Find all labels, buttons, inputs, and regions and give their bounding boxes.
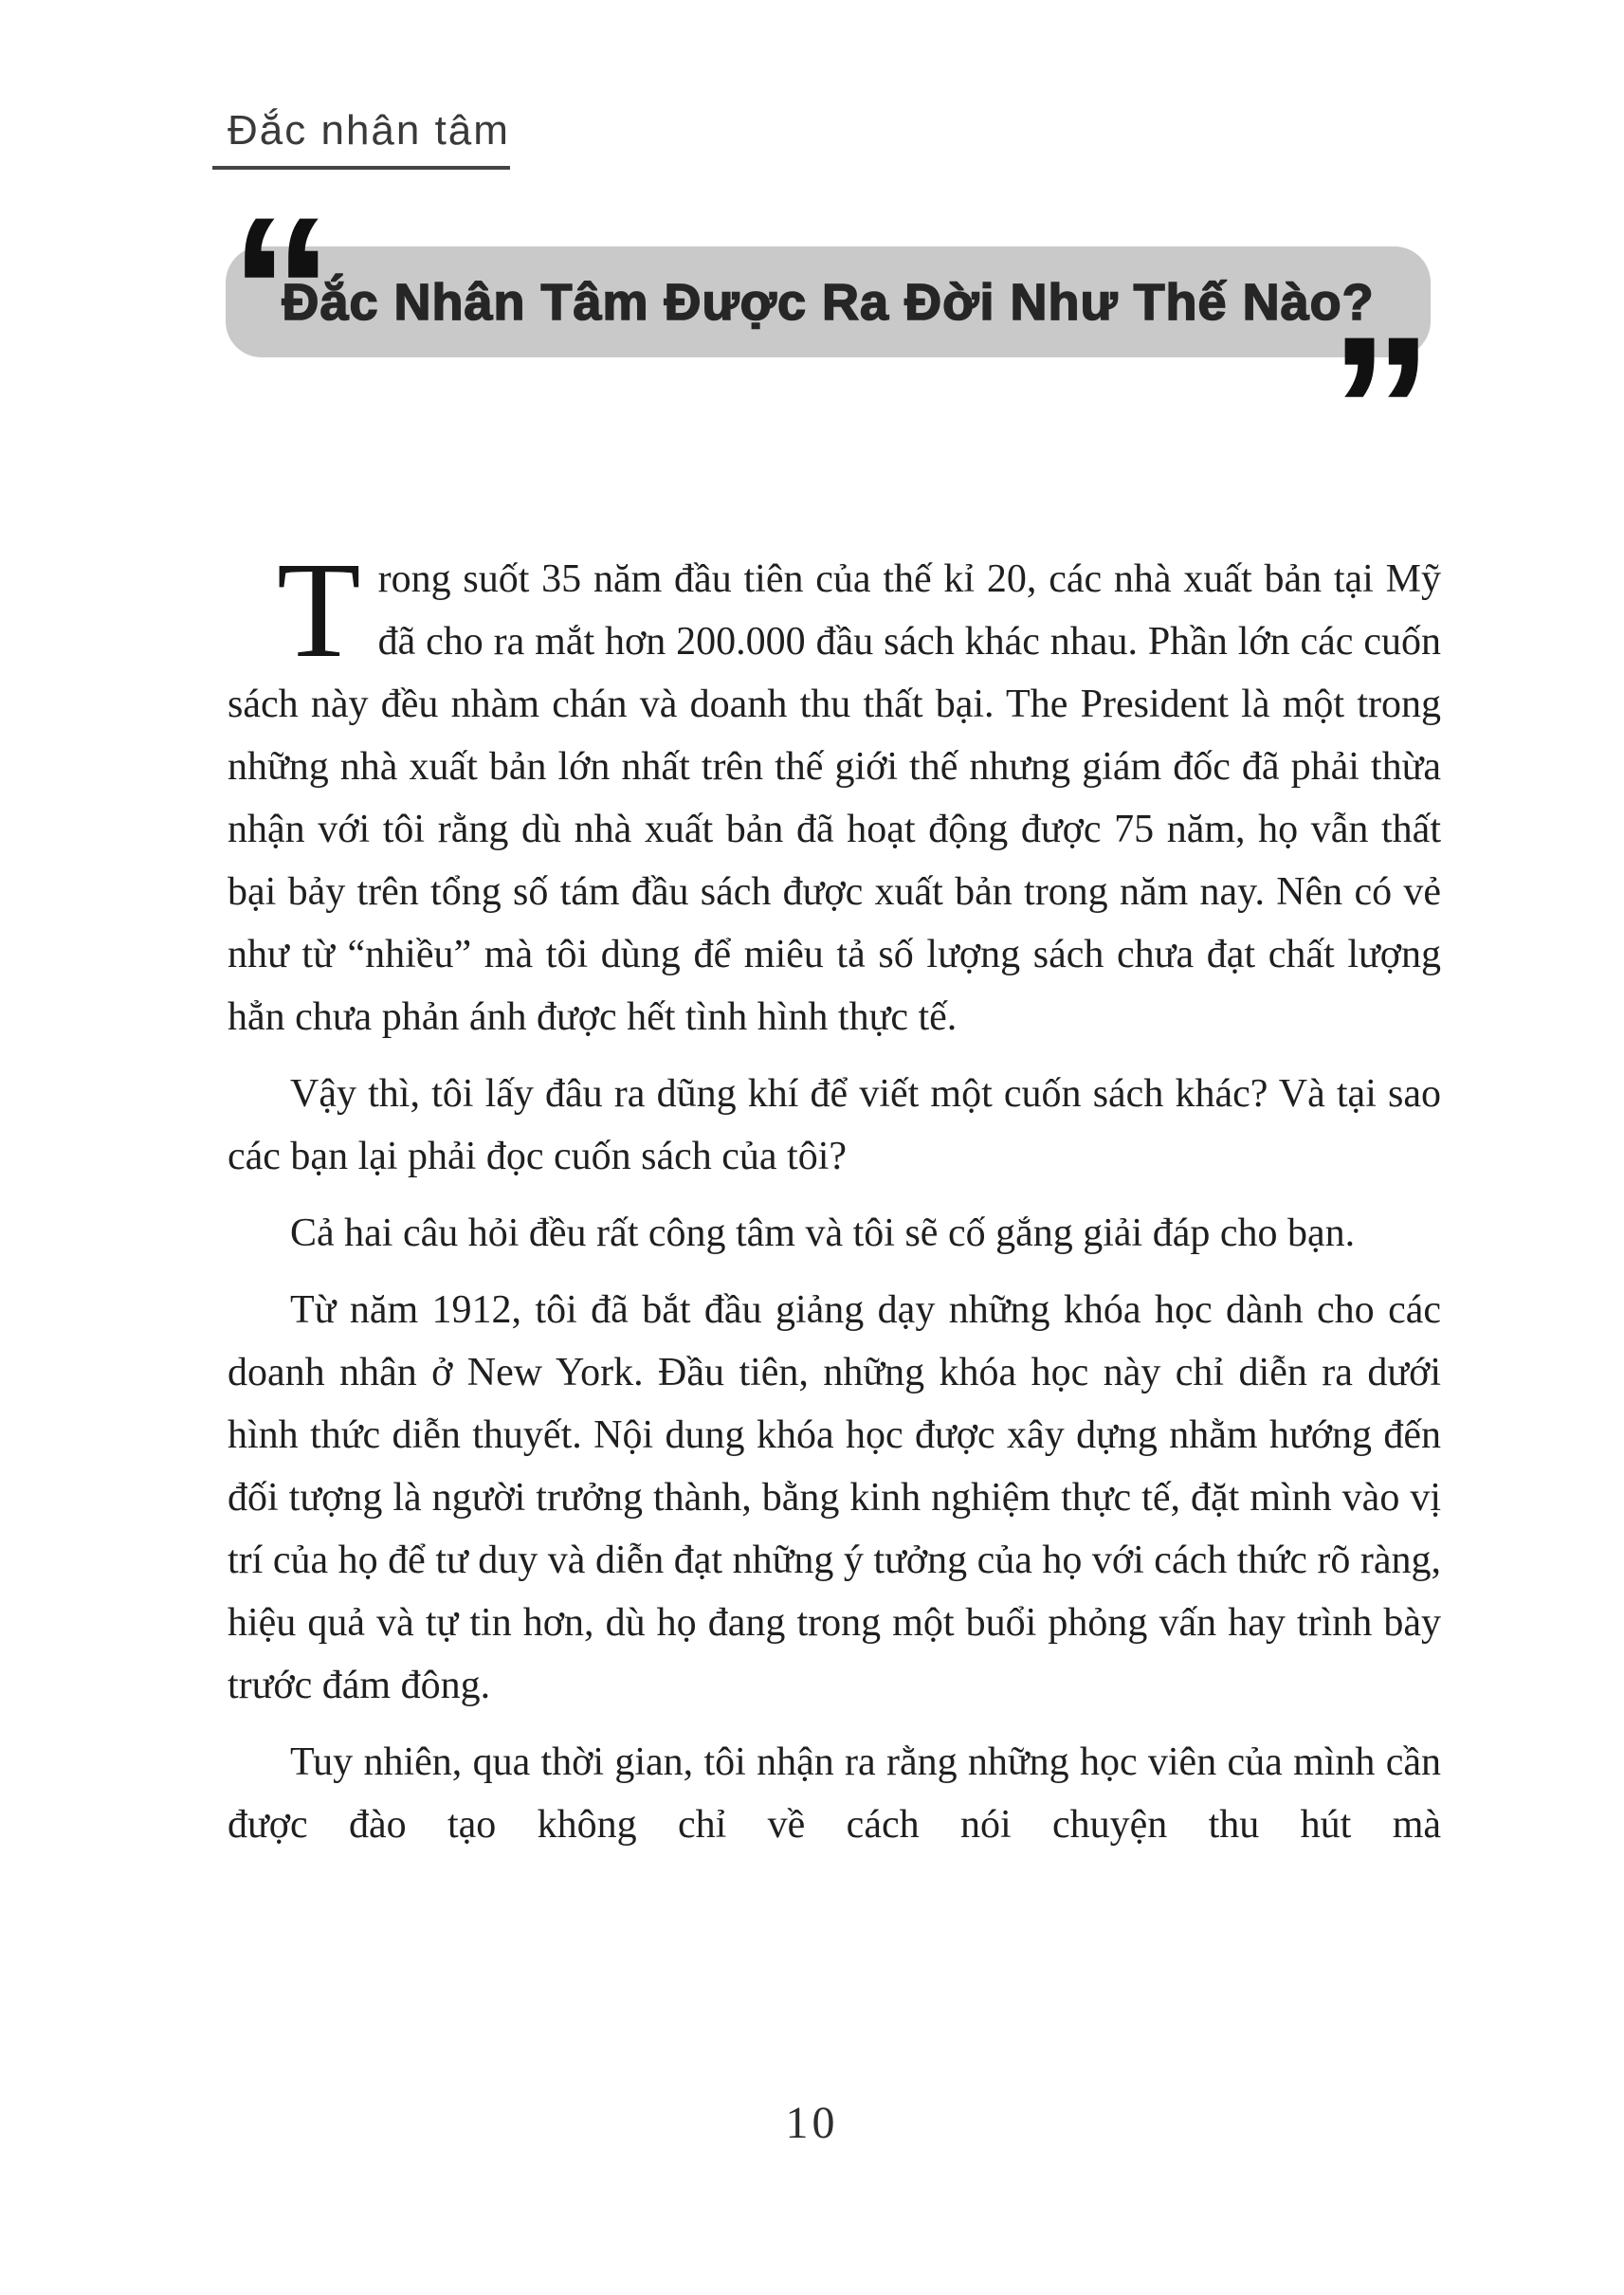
drop-cap: T (277, 535, 361, 686)
header-underline (212, 166, 510, 170)
close-quote-icon: ” (1329, 293, 1433, 526)
chapter-title-box (226, 246, 1431, 357)
page-number: 10 (785, 2098, 839, 2148)
paragraph-text: Từ năm 1912, tôi đã bắt đầu giảng dạy những khóa học dành cho các doanh nhân ở New York. Đầu tiên, những khóa học này chỉ diễn ra dưới hình thức diễn thuyết. Nội dung khóa học được xây dựng nhằm hướng đến đối tượng là người trưởng thành, bằng kinh nghiệm thực tế, đặt mình vào vị trí của họ để tư duy và diễn đạt những ý tưởng của họ với cách thức rõ ràng, hiệu quả và tự tin hơn, dù họ đang trong một buổi phỏng vấn hay trình bày trước đám đông. (228, 1288, 1441, 1707)
paragraph (228, 1063, 1441, 1188)
paragraph-text: Vậy thì, tôi lấy đâu ra dũng khí để viết một cuốn sách khác? Và tại sao các bạn lại phải đọc cuốn sách của tôi? (228, 1072, 1441, 1178)
paragraph (228, 535, 1441, 1048)
open-quote-icon: “ (229, 173, 334, 407)
paragraph (228, 1279, 1441, 1717)
chapter-title: Đắc Nhân Tâm Được Ra Đời Như Thế Nào? (282, 273, 1375, 331)
paragraph-text: rong suốt 35 năm đầu tiên của thế kỉ 20, các nhà xuất bản tại Mỹ đã cho ra mắt hơn 200.000 đầu sách khác nhau. Phần lớn các cuốn sách này đều nhàm chán và doanh thu thất bại. The President là một trong những nhà xuất bản lớn nhất trên thế giới thế nhưng giám đốc đã phải thừa nhận với tôi rằng dù nhà xuất bản đã hoạt động được 75 năm, họ vẫn thất bại bảy trên tổng số tám đầu sách được xuất bản trong năm nay. Nên có vẻ như từ “nhiều” mà tôi dùng để miêu tả số lượng sách chưa đạt chất lượng hẳn chưa phản ánh được hết tình hình thực tế. (228, 557, 1441, 1039)
body-text-block (228, 535, 1441, 1870)
paragraph (228, 1731, 1441, 1856)
paragraph (228, 1202, 1441, 1265)
paragraph-text: Tuy nhiên, qua thời gian, tôi nhận ra rằng những học viên của mình cần được đào tạo không chỉ về cách nói chuyện thu hút mà (228, 1740, 1441, 1847)
running-header: Đắc nhân tâm (228, 107, 510, 154)
paragraph-text: Cả hai câu hỏi đều rất công tâm và tôi sẽ cố gắng giải đáp cho bạn. (290, 1211, 1356, 1255)
